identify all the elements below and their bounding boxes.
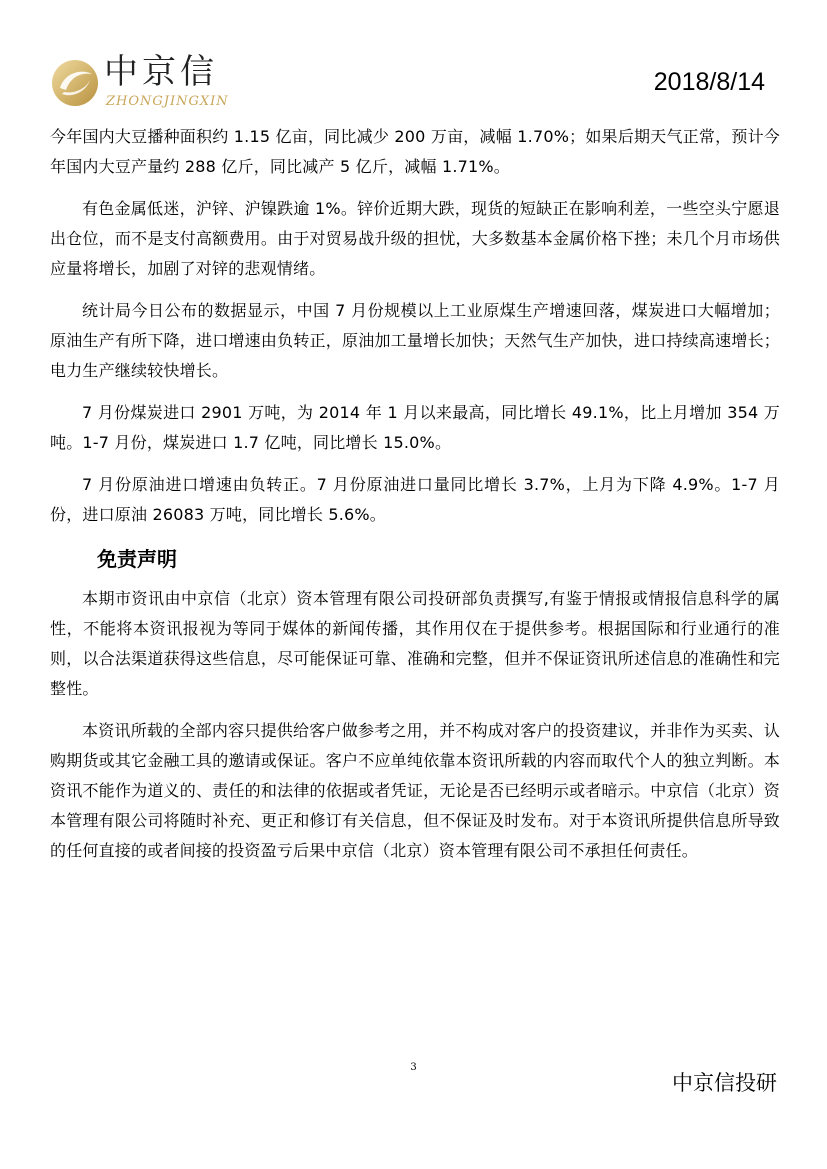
page-number: 3 bbox=[410, 1062, 417, 1073]
footer-brand: 中京信投研 bbox=[672, 1071, 777, 1095]
paragraph-crude-oil-imports: 7 月份原油进口增速由负转正。7 月份原油进口量同比增长 3.7%，上月为下降 4.9%。1-7 月份，进口原油 26083 万吨，同比增长 5.6%。 bbox=[50, 475, 780, 524]
page-header bbox=[0, 0, 827, 125]
logo-chinese-name: 中京信 bbox=[104, 52, 218, 92]
paragraph-coal-imports: 7 月份煤炭进口 2901 万吨，为 2014 年 1 月以来最高，同比增长 49.1%，比上月增加 354 万吨。1-7 月份，煤炭进口 1.7 亿吨，同比增长 15.0%。 bbox=[50, 403, 780, 452]
logo-swirl-icon bbox=[50, 58, 100, 108]
disclaimer-paragraph: 本资讯所载的全部内容只提供给客户做参考之用，并不构成对客户的投资建议，并非作为买卖、认购期货或其它金融工具的邀请或保证。客户不应单纯依靠本资讯所载的内容而取代个人的独立判断。本资讯不能作为道义的、责任的和法律的依据或者凭证，无论是否已经明示或者暗示。中京信（北京）资本管理有限公司将随时补充、更正和修订有关信息，但不保证及时发布。对于本资讯所提供信息所导致的任何直接的或者间接的投资盈亏后果中京信（北京）资本管理有限公司不承担任何责任。 bbox=[50, 721, 780, 860]
document-body bbox=[50, 122, 780, 878]
paragraph-nonferrous-metals: 有色金属低迷，沪锌、沪镍跌逾 1%。锌价近期大跌，现货的短缺正在影响利差，一些空头宁愿退出仓位，而不是支付高额费用。由于对贸易战升级的担忧，大多数基本金属价格下挫；未几个月市场供应量将增长，加剧了对锌的悲观情绪。 bbox=[50, 199, 780, 278]
paragraph-statistics-bureau: 统计局今日公布的数据显示，中国 7 月份规模以上工业原煤生产增速回落，煤炭进口大幅增加；原油生产有所下降，进口增速由负转正，原油加工量增长加快；天然气生产加快，进口持续高速增长；电力生产继续较快增长。 bbox=[50, 301, 780, 380]
disclaimer-title: 免责声明 bbox=[97, 547, 177, 571]
logo-english-name: ZHONGJINGXIN bbox=[106, 94, 229, 109]
disclaimer-paragraph: 本期市资讯由中京信（北京）资本管理有限公司投研部负责撰写,有鉴于情报或情报信息科学的属性，不能将本资讯报视为等同于媒体的新闻传播，其作用仅在于提供参考。根据国际和行业通行的准则，以合法渠道获得这些信息，尽可能保证可靠、准确和完整，但并不保证资讯所述信息的准确性和完整性。 bbox=[50, 589, 780, 698]
paragraph-soybean: 今年国内大豆播种面积约 1.15 亿亩，同比减少 200 万亩，减幅 1.70%；如果后期天气正常，预计今年国内大豆产量约 288 亿斤，同比减产 5 亿斤，减幅 1.71%。 bbox=[50, 127, 780, 176]
report-date: 2018/8/14 bbox=[653, 68, 765, 96]
